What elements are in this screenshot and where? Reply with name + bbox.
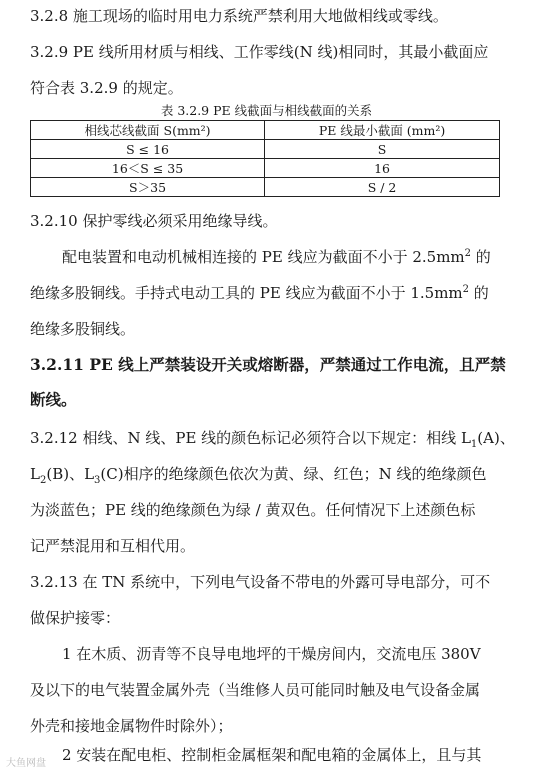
subscript: 2 (39, 475, 47, 486)
table-cell: S＞35 (31, 178, 265, 197)
table-header-phase: 相线芯线截面 S(mm²) (31, 121, 265, 140)
item-1-line1: 1 在木质、沥青等不良导电地坪的干燥房间内，交流电压 380V (62, 645, 481, 663)
text-run: L (30, 465, 40, 483)
text-run: 3.2.12 相线、N 线、PE 线的颜色标记必须符合以下规定：相线 L (30, 429, 471, 447)
table-header-row (31, 121, 500, 140)
text-run: (B)、L (46, 465, 95, 483)
clause-3-2-12-line3: 为淡蓝色；PE 线的绝缘颜色为绿 / 黄双色。任何情况下上述颜色标 (30, 501, 476, 519)
superscript: 2 (464, 248, 472, 259)
clause-3-2-12-line2 (30, 464, 487, 484)
text-run: (C)相序的绝缘颜色依次为黄、绿、红色；N 线的绝缘颜色 (100, 465, 487, 483)
text-run: 绝缘多股铜线。手持式电动工具的 PE 线应为截面不小于 1.5mm (30, 284, 463, 302)
clause-3-2-13-line1: 3.2.13 在 TN 系统中，下列电气设备不带电的外露可导电部分，可不 (30, 573, 491, 591)
table-cell: S ≤ 16 (31, 140, 265, 159)
table-row (31, 159, 500, 178)
text-run: 配电装置和电动机械相连接的 PE 线应为截面不小于 2.5mm (62, 248, 465, 266)
item-2-line1: 2 安装在配电柜、控制柜金属框架和配电箱的金属体上，且与其 (62, 746, 482, 764)
table-cell: S / 2 (265, 178, 500, 197)
clause-3-2-10: 3.2.10 保护零线必须采用绝缘导线。 (30, 212, 278, 230)
table-cell: S (265, 140, 500, 159)
paragraph-pe-size-line1 (62, 247, 491, 267)
clause-3-2-8: 3.2.8 施工现场的临时用电力系统严禁利用大地做相线或零线。 (30, 7, 448, 25)
paragraph-pe-size-line2 (30, 283, 489, 303)
subscript: 3 (94, 475, 101, 486)
clause-3-2-9-line2: 符合表 3.2.9 的规定。 (30, 79, 183, 97)
paragraph-pe-size-line3: 绝缘多股铜线。 (30, 320, 136, 338)
table-row (31, 178, 500, 197)
superscript: 2 (462, 284, 470, 295)
clause-3-2-9-line1: 3.2.9 PE 线所用材质与相线、工作零线(N 线)相同时，其最小截面应 (30, 43, 489, 61)
text-run: (A)、 (477, 429, 515, 447)
clause-3-2-12-line4: 记严禁混用和互相代用。 (30, 537, 196, 555)
table-cell: 16 (265, 159, 500, 178)
table-row (31, 140, 500, 159)
item-1-line3: 外壳和接地金属物件时除外）； (30, 717, 233, 735)
pe-section-table (30, 120, 500, 197)
clause-3-2-11-line2: 断线。 (30, 390, 77, 409)
text-run: 的 (469, 284, 489, 302)
clause-3-2-11-line1: 3.2.11 PE 线上严禁装设开关或熔断器，严禁通过工作电流，且严禁 (30, 355, 506, 374)
watermark: 大鱼网盘 (6, 758, 46, 769)
table-cell: 16＜S ≤ 35 (31, 159, 265, 178)
subscript: 1 (470, 439, 478, 450)
clause-3-2-12-line1 (30, 428, 515, 448)
table-header-pe: PE 线最小截面 (mm²) (265, 121, 500, 140)
clause-3-2-13-line2: 做保护接零： (30, 609, 121, 627)
text-run: 的 (471, 248, 491, 266)
table-caption: 表 3.2.9 PE 线截面与相线截面的关系 (160, 103, 373, 118)
item-1-line2: 及以下的电气装置金属外壳（当维修人员可能同时触及电气设备金属 (30, 681, 481, 699)
